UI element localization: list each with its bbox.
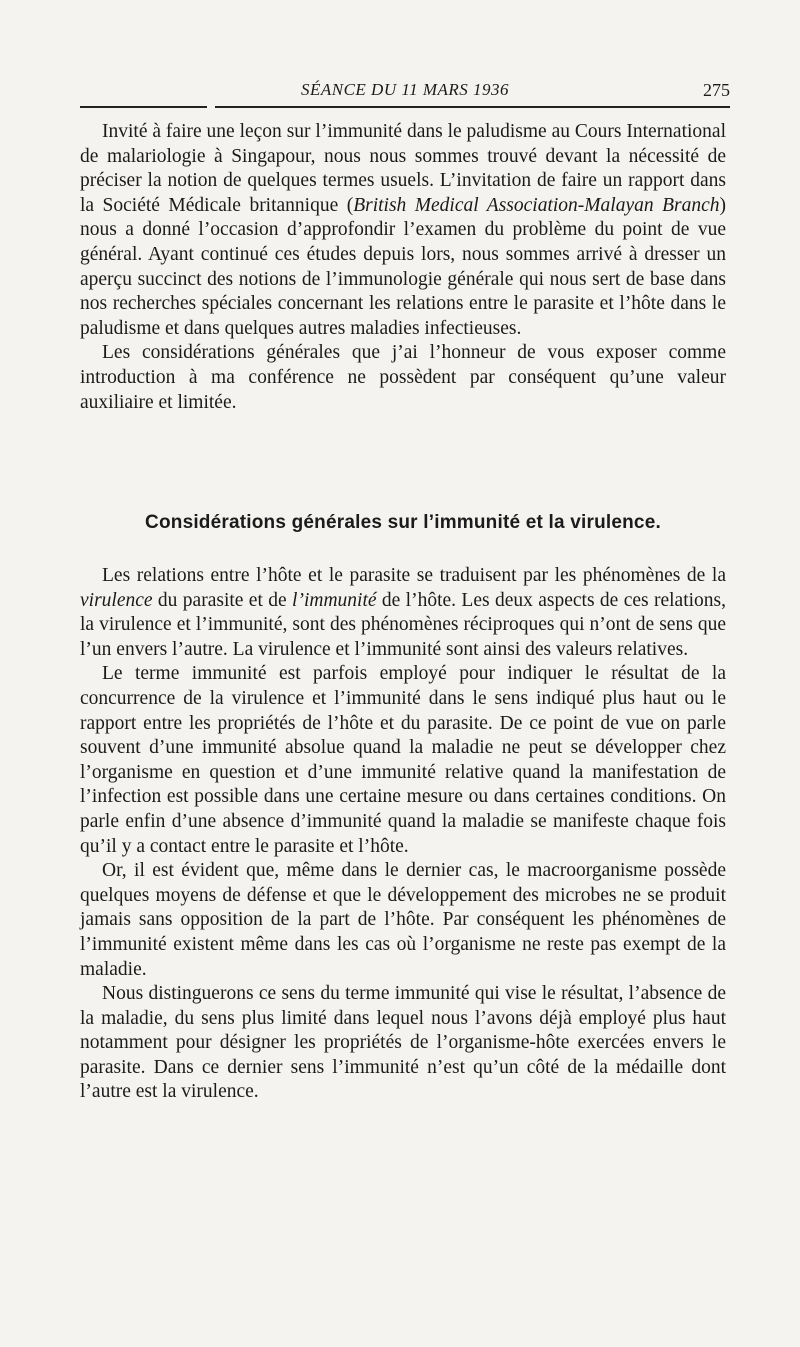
intro-paragraph-1 [80, 120, 726, 341]
section-heading: Considérations générales sur l’immunité et la virulence. [145, 512, 661, 533]
section-paragraph-1 [80, 564, 726, 662]
page-number: 275 [703, 80, 730, 100]
section-p1-italic-virulence: virulence [80, 589, 153, 611]
section-p1-text-b: du parasite et de [152, 589, 293, 611]
section-p1-text-a: Les relations entre l’hôte et le parasite se traduisent par les phénomènes de la [102, 565, 726, 586]
section-text [80, 564, 726, 1105]
section-paragraph-2: Le terme immunité est parfois employé pour indiquer le résultat de la concurrence de la virulence et l’immunité dans le sens indiqué plus haut ou le rapport entre les propriétés de l’hôte et du parasite. De ce point de vue on parle souvent d’une immunité absolue quand la maladie ne peut se développer chez l’organisme en question et d’une immunité relative quand la manifestation de l’infection est possible dans une certaine mesure ou dans certaines conditions. On parle enfin d’une absence d’immunité quand la maladie se manifeste chaque fois qu’il y a contact entre le parasite et l’hôte. [80, 663, 726, 857]
intro-p1-text-a: Invité à faire une leçon sur l’immunité dans le paludisme au Cours International de malariologie à Singapour, nous nous sommes trouvé devant la nécessité de préciser la notion de quelques termes usuels. L’invitation de faire un rapport dans la Société Médicale britannique ( [80, 121, 726, 216]
section-p1-italic-immunite: l’immunité [292, 589, 377, 611]
section-paragraph-3: Or, il est évident que, même dans le dernier cas, le macroorganisme possède quelques moyens de défense et que le développement des microbes ne se produit jamais sans opposition de la part de l’hôte. Par conséquent les phénomènes de l’immunité existent même dans les cas où l’organisme ne reste pas exempt de la maladie. [80, 860, 726, 980]
running-title: SÉANCE DU 11 MARS 1936 [300, 80, 510, 99]
intro-paragraph-2: Les considérations générales que j’ai l’honneur de vous exposer comme introduction à ma conférence ne possèdent par conséquent qu’une valeur auxiliaire et limitée. [80, 342, 726, 413]
header-rule [80, 106, 730, 108]
intro-text [80, 120, 726, 415]
header-rule-gap [207, 104, 215, 110]
section-paragraph-4: Nous distinguerons ce sens du terme immunité qui vise le résultat, l’absence de la maladie, du sens plus limité dans lequel nous l’avons déjà employé plus haut notamment pour désigner les propriétés de l’organisme-hôte exercées envers le parasite. Dans ce dernier sens l’immunité n’est qu’un côté de la médaille dont l’autre est la virulence. [80, 983, 726, 1103]
intro-p1-text-b: ) nous a donné l’occasion d’approfondir l’examen du problème du point de vue général. Ayant continué ces études depuis lors, nous sommes arrivé à dresser un aperçu succinct des notions de l’immunologie générale qui nous sert de base dans nos recherches spéciales concernant les relations entre le parasite et l’hôte dans le paludisme et dans quelques autres maladies infectieuses. [80, 194, 726, 339]
section-p1-text-c: de l’hôte. Les deux aspects de ces relations, la virulence et l’immunité, sont des phénomènes réciproques qui n’ont de sens que l’un envers l’autre. La virulence et l’immunité sont ainsi des valeurs relatives. [80, 589, 726, 660]
running-head [80, 80, 730, 104]
intro-p1-italic: British Medical Association-Malayan Branch [353, 194, 720, 216]
